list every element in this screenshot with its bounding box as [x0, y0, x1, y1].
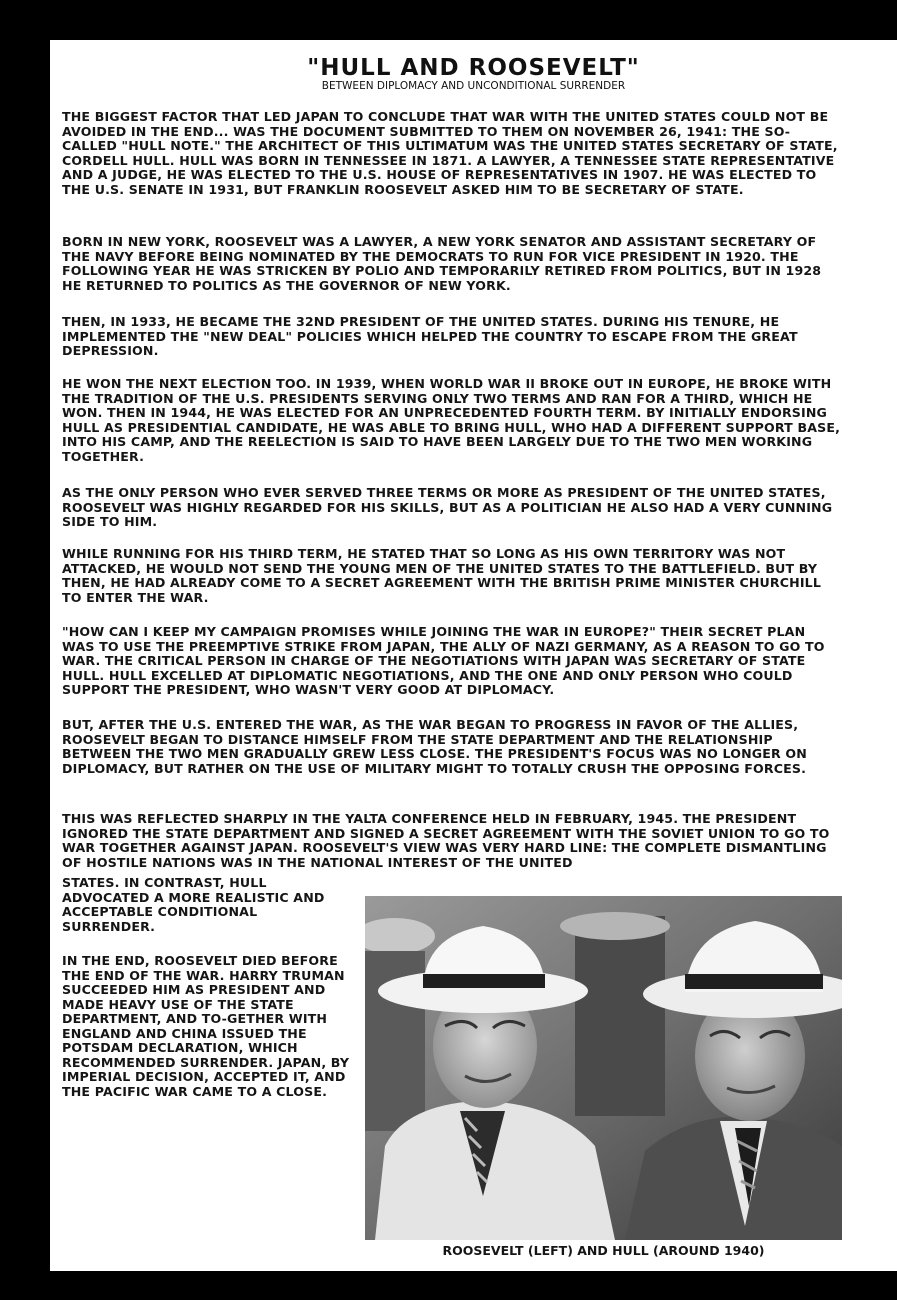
document-page — [50, 40, 897, 1271]
side-paragraph-end-of-war: IN THE END, ROOSEVELT DIED BEFORE THE END OF THE WAR. HARRY TRUMAN SUCCEEDED HIM AS PRESIDENT AND MADE HEAVY USE OF THE STATE DEPARTMENT, AND TO-GETHER WITH ENGLAND AND CHINA ISSUED THE POTSDAM DECLARATION, WHICH RECOMMENDED SURRENDER. JAPAN, BY IMPERIAL DECISION, ACCEPTED IT, AND THE PACIFIC WAR CAME TO A CLOSE. — [62, 953, 350, 1099]
page-subtitle: BETWEEN DIPLOMACY AND UNCONDITIONAL SURRENDER — [321, 80, 626, 92]
side-paragraph-contrast: STATES. IN CONTRAST, HULL ADVOCATED A MORE REALISTIC AND ACCEPTABLE CONDITIONAL SURRENDER. — [62, 875, 325, 934]
paragraph-roosevelt-born: BORN IN NEW YORK, ROOSEVELT WAS A LAWYER, A NEW YORK SENATOR AND ASSISTANT SECRETARY OF THE NAVY BEFORE BEING NOMINATED BY THE DEMOCRATS TO RUN FOR VICE PRESIDENT IN 1920. THE FOLLOWING YEAR HE WAS STRICKEN BY POLIO AND TEMPORARILY RETIRED FROM POLITICS, BUT IN 1928 HE RETURNED TO POLITICS AS THE GOVERNOR OF NEW YORK. — [62, 234, 822, 293]
paragraph-three-terms: AS THE ONLY PERSON WHO EVER SERVED THREE TERMS OR MORE AS PRESIDENT OF THE UNITED STATES, ROOSEVELT WAS HIGHLY REGARDED FOR HIS SKILLS, BUT AS A POLITICIAN HE ALSO HAD A VERY CUNNING SIDE TO HIM. — [62, 485, 833, 529]
paragraph-third-term: WHILE RUNNING FOR HIS THIRD TERM, HE STATED THAT SO LONG AS HIS OWN TERRITORY WAS NOT ATTACKED, HE WOULD NOT SEND THE YOUNG MEN OF THE UNITED STATES TO THE BATTLEFIELD. BUT BY THEN, HE HAD ALREADY COME TO A SECRET AGREEMENT WITH THE BRITISH PRIME MINISTER CHURCHILL TO ENTER THE WAR. — [62, 546, 822, 605]
roosevelt-hull-photo — [365, 896, 842, 1240]
paragraph-hull-note: THE BIGGEST FACTOR THAT LED JAPAN TO CONCLUDE THAT WAR WITH THE UNITED STATES COULD NOT BE AVOIDED IN THE END... WAS THE DOCUMENT SUBMITTED TO THEM ON NOVEMBER 26, 1941: THE SO-CALLED "HULL NOTE." THE ARCHITECT OF THIS ULTIMATUM WAS THE UNITED STATES SECRETARY OF STATE, CORDELL HULL. HULL WAS BORN IN TENNESSEE IN 1871. A LAWYER, A TENNESSEE STATE REPRESENTATIVE AND A JUDGE, HE WAS ELECTED TO THE U.S. HOUSE OF REPRESENTATIVES IN 1907. HE WAS ELECTED TO THE U.S. SENATE IN 1931, BUT FRANKLIN ROOSEVELT ASKED HIM TO BE SECRETARY OF STATE. — [62, 109, 838, 197]
page-title: "HULL AND ROOSEVELT" — [307, 55, 640, 81]
paragraph-yalta: THIS WAS REFLECTED SHARPLY IN THE YALTA CONFERENCE HELD IN FEBRUARY, 1945. THE PRESIDENT IGNORED THE STATE DEPARTMENT AND SIGNED A SECRET AGREEMENT WITH THE SOVIET UNION TO GO TO WAR TOGETHER AGAINST JAPAN. ROOSEVELT'S VIEW WAS VERY HARD LINE: THE COMPLETE DISMANTLING OF HOSTILE NATIONS WAS IN THE NATIONAL INTEREST OF THE UNITED — [62, 811, 830, 870]
paragraph-after-entry: BUT, AFTER THE U.S. ENTERED THE WAR, AS THE WAR BEGAN TO PROGRESS IN FAVOR OF THE ALLIES, ROOSEVELT BEGAN TO DISTANCE HIMSELF FROM THE STATE DEPARTMENT AND THE RELATIONSHIP BETWEEN THE TWO MEN GRADUALLY GREW LESS CLOSE. THE PRESIDENT'S FOCUS WAS NO LONGER ON DIPLOMACY, BUT RATHER ON THE USE OF MILITARY MIGHT TO TOTALLY CRUSH THE OPPOSING FORCES. — [62, 717, 807, 776]
paragraph-campaign-promises: "HOW CAN I KEEP MY CAMPAIGN PROMISES WHILE JOINING THE WAR IN EUROPE?" THEIR SECRET PLAN WAS TO USE THE PREEMPTIVE STRIKE FROM JAPAN, THE ALLY OF NAZI GERMANY, AS A REASON TO GO TO WAR. THE CRITICAL PERSON IN CHARGE OF THE NEGOTIATIONS WITH JAPAN WAS SECRETARY OF STATE HULL. HULL EXCELLED AT DIPLOMATIC NEGOTIATIONS, AND THE ONE AND ONLY PERSON WHO COULD SUPPORT THE PRESIDENT, WHO WASN'T VERY GOOD AT DIPLOMACY. — [62, 624, 825, 697]
photo-caption: ROOSEVELT (LEFT) AND HULL (AROUND 1940) — [442, 1243, 765, 1258]
paragraph-next-election: HE WON THE NEXT ELECTION TOO. IN 1939, WHEN WORLD WAR II BROKE OUT IN EUROPE, HE BROKE WITH THE TRADITION OF THE U.S. PRESIDENTS SERVING ONLY TWO TERMS AND RAN FOR A THIRD, WHICH HE WON. THEN IN 1944, HE WAS ELECTED FOR AN UNPRECEDENTED FOURTH TERM. BY INITIALLY ENDORSING HULL AS PRESIDENTIAL CANDIDATE, HE WAS ABLE TO BRING HULL, WHO HAD A DIFFERENT SUPPORT BASE, INTO HIS CAMP, AND THE REELECTION IS SAID TO HAVE BEEN LARGELY DUE TO THE TWO MEN WORKING TOGETHER. — [62, 376, 841, 464]
paragraph-32nd-president: THEN, IN 1933, HE BECAME THE 32ND PRESIDENT OF THE UNITED STATES. DURING HIS TENURE, HE IMPLEMENTED THE "NEW DEAL" POLICIES WHICH HELPED THE COUNTRY TO ESCAPE FROM THE GREAT DEPRESSION. — [62, 314, 798, 358]
